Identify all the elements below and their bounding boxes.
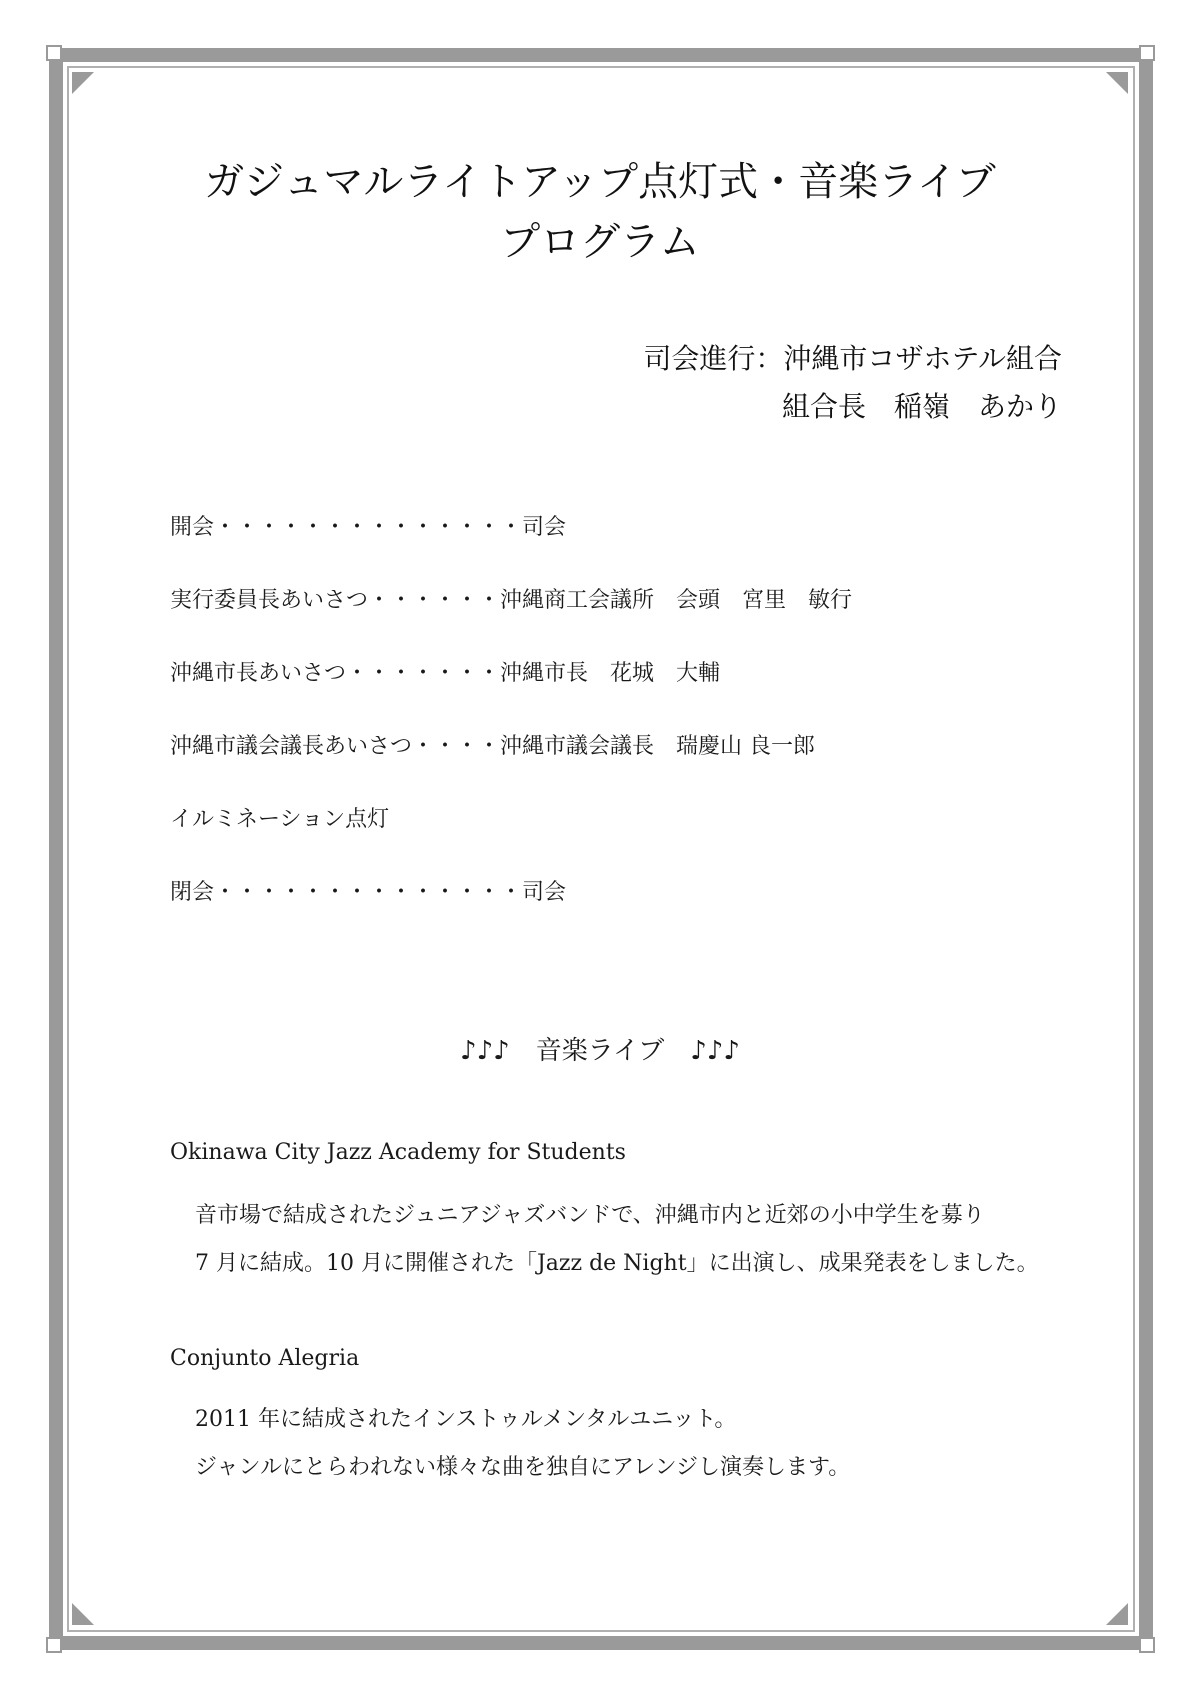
group-description-line: 7 月に結成。10 月に開催された「Jazz de Night」に出演し、成果発表をしました。 bbox=[195, 1251, 1039, 1276]
program-item-person: 沖縄市議会議長 瑞慶山 良一郎 bbox=[500, 734, 816, 759]
group-description-line: 2011 年に結成されたインストゥルメンタルユニット。 bbox=[195, 1407, 737, 1432]
corner-ornament bbox=[1139, 45, 1155, 61]
host-line-1: 司会進行：沖縄市コザホテル組合 bbox=[643, 342, 1062, 375]
page-subtitle: プログラム bbox=[500, 219, 700, 265]
corner-triangle bbox=[1106, 1603, 1128, 1625]
music-live-heading: ♪♪♪ 音楽ライブ ♪♪♪ bbox=[460, 1036, 740, 1066]
corner-triangle bbox=[72, 72, 94, 94]
program-item-label: 沖縄市議会議長あいさつ・・・・ bbox=[170, 734, 501, 759]
page-title: ガジュマルライトアップ点灯式・音楽ライブ bbox=[204, 159, 996, 205]
program-item-person: 司会 bbox=[522, 515, 567, 540]
program-item-label: イルミネーション点灯 bbox=[170, 807, 390, 832]
group-description bbox=[195, 1192, 1039, 1288]
host-line-2: 組合長 稲嶺 あかり bbox=[781, 390, 1062, 423]
program-item bbox=[170, 729, 852, 802]
program-item bbox=[170, 510, 852, 583]
group-description bbox=[195, 1396, 850, 1492]
program-item-label: 開会・・・・・・・・・・・・・・ bbox=[170, 515, 523, 540]
program-item bbox=[170, 875, 852, 948]
program-item-label: 実行委員長あいさつ・・・・・・ bbox=[170, 588, 501, 613]
program-item-person: 沖縄商工会議所 会頭 宮里 敏行 bbox=[500, 588, 853, 613]
program-item bbox=[170, 656, 852, 729]
program-item-label: 閉会・・・・・・・・・・・・・・ bbox=[170, 880, 523, 905]
program-item-person: 司会 bbox=[522, 880, 567, 905]
group-description-line: 音市場で結成されたジュニアジャズバンドで、沖縄市内と近郊の小中学生を募り bbox=[195, 1203, 985, 1228]
program-item-label: 沖縄市長あいさつ・・・・・・・ bbox=[170, 661, 501, 686]
program-item bbox=[170, 802, 852, 875]
program-item bbox=[170, 583, 852, 656]
group-description-line: ジャンルにとらわれない様々な曲を独自にアレンジし演奏します。 bbox=[195, 1455, 851, 1480]
group-name: Conjunto Alegria bbox=[170, 1346, 360, 1371]
corner-ornament bbox=[46, 1637, 62, 1653]
program-list bbox=[170, 510, 852, 948]
program-item-person: 沖縄市長 花城 大輔 bbox=[500, 661, 721, 686]
corner-ornament bbox=[1139, 1637, 1155, 1653]
corner-triangle bbox=[1106, 72, 1128, 94]
group-name: Okinawa City Jazz Academy for Students bbox=[170, 1140, 626, 1165]
corner-ornament bbox=[46, 45, 62, 61]
corner-triangle bbox=[72, 1603, 94, 1625]
